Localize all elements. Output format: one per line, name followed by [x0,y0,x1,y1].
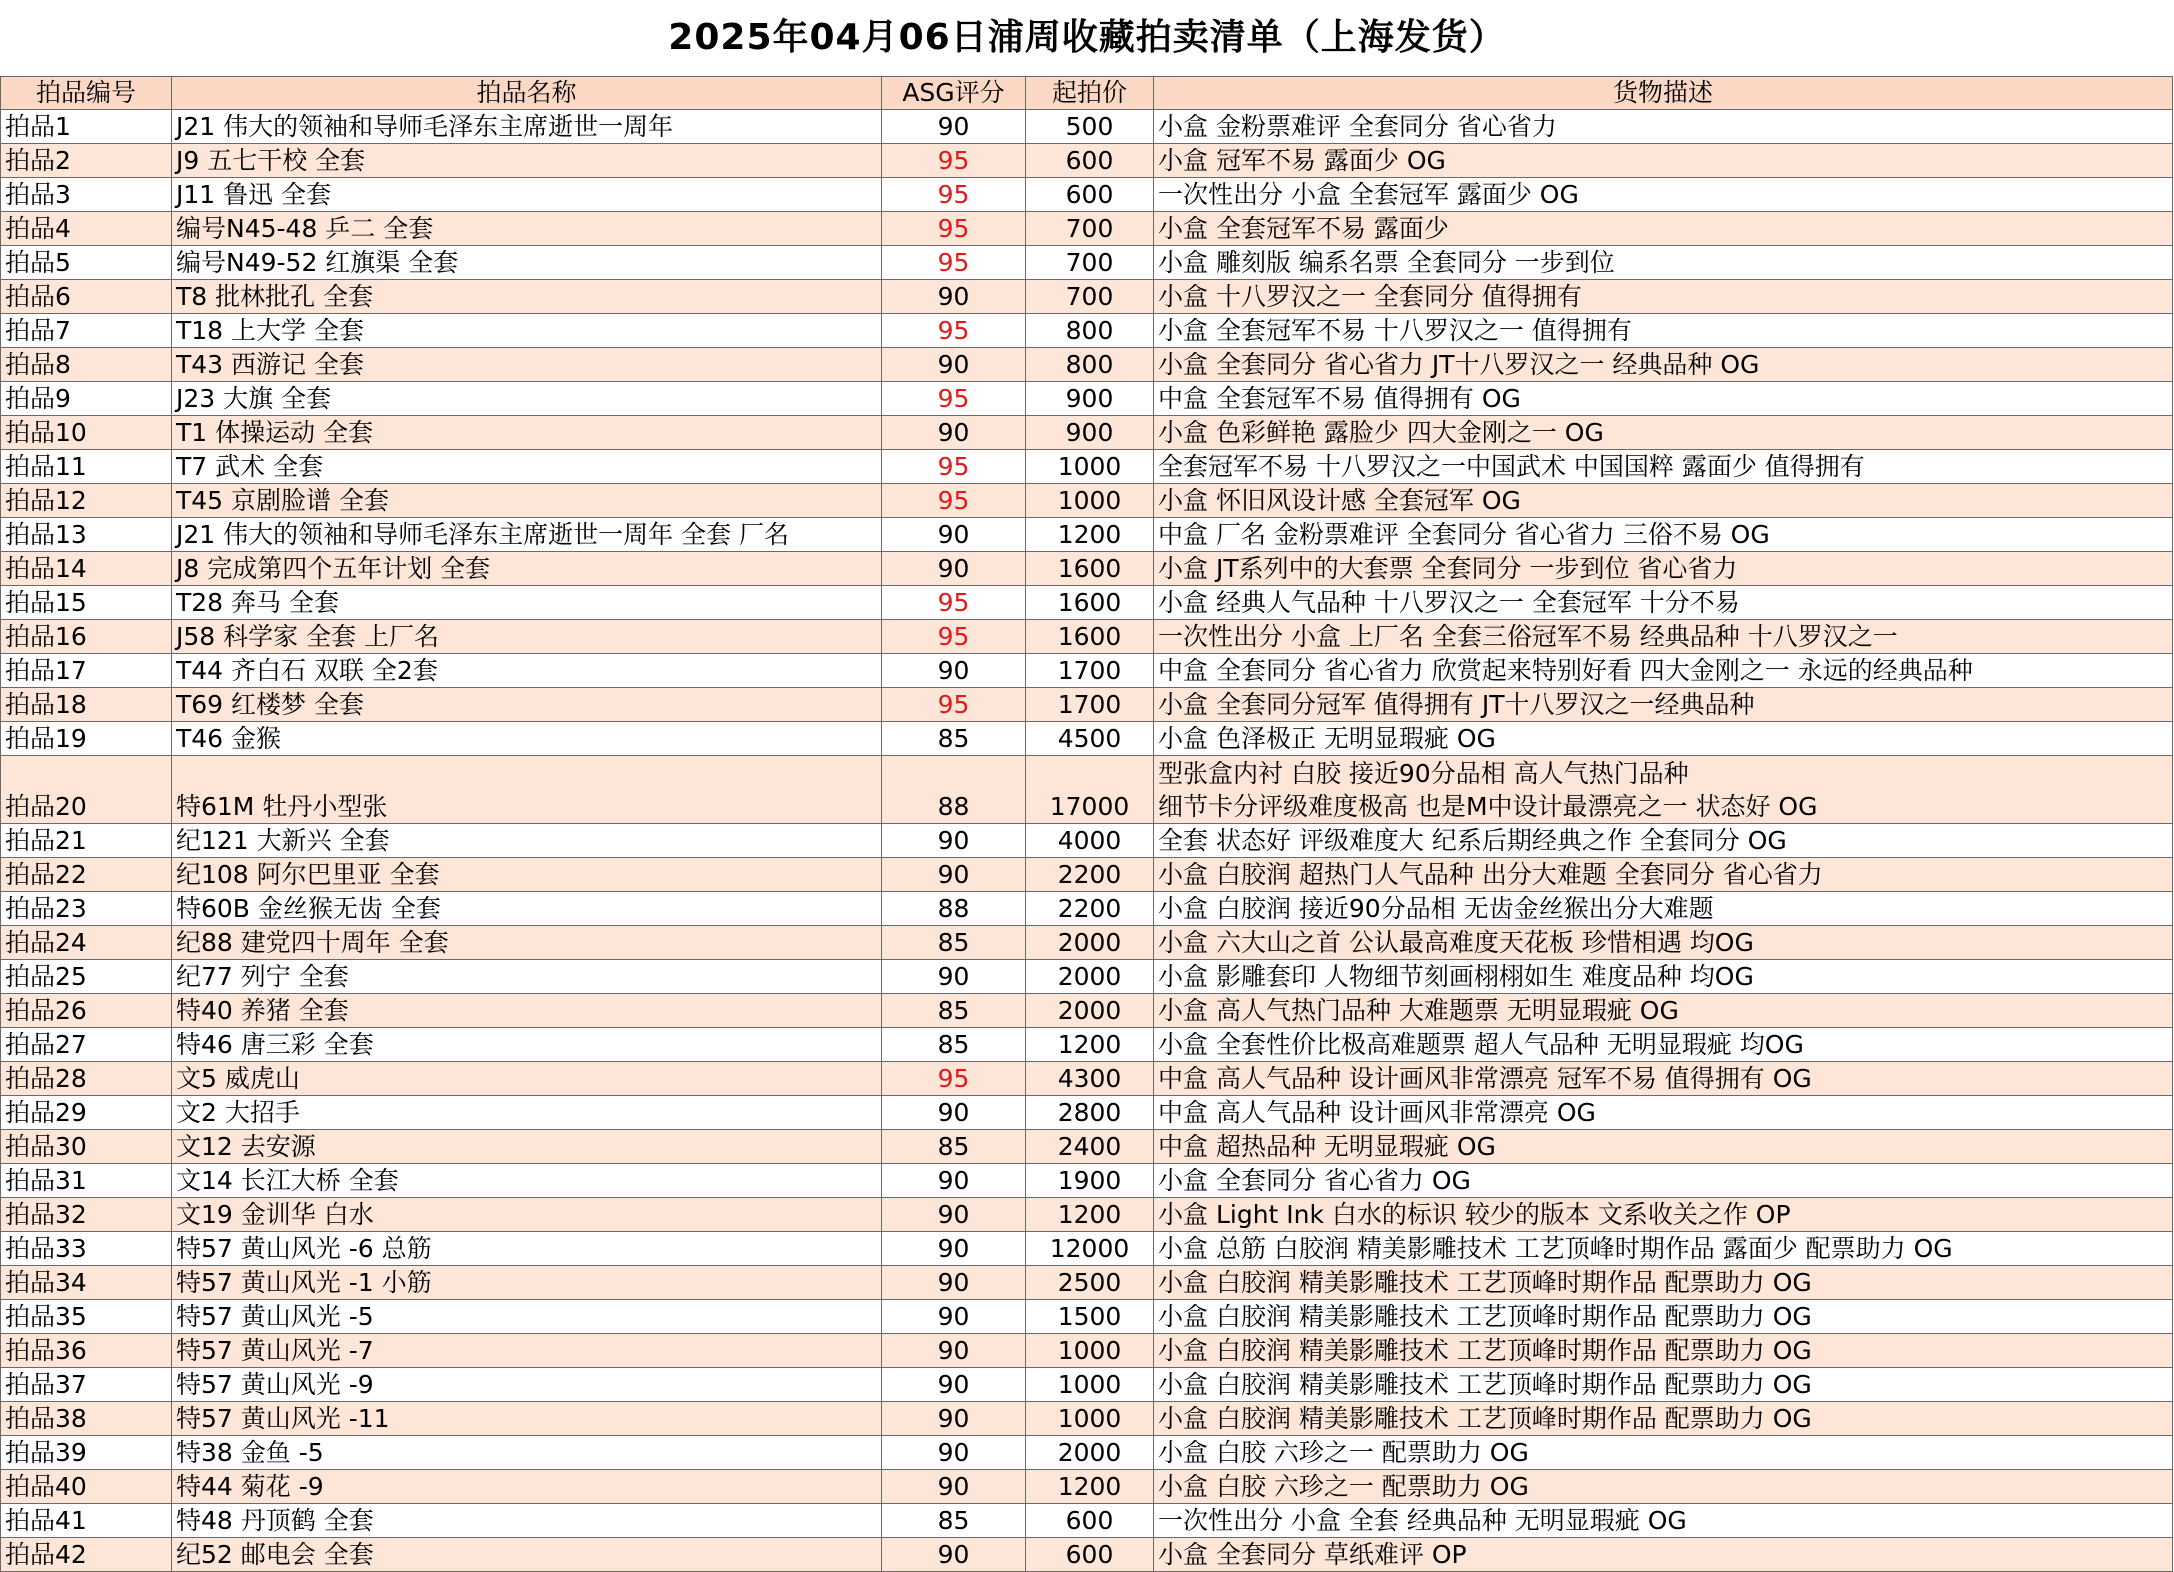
lot-name: T45 京剧脸谱 全套 [172,484,882,518]
lot-description: 小盒 全套冠军不易 十八罗汉之一 值得拥有 [1154,314,2173,348]
start-price: 800 [1026,348,1154,382]
asg-score: 95 [882,688,1026,722]
start-price: 1000 [1026,1402,1154,1436]
start-price: 1200 [1026,518,1154,552]
start-price: 900 [1026,382,1154,416]
lot-name: J21 伟大的领袖和导师毛泽东主席逝世一周年 [172,110,882,144]
asg-score: 95 [882,382,1026,416]
start-price: 2400 [1026,1130,1154,1164]
lot-number: 拍品13 [1,518,172,552]
lot-description: 小盒 十八罗汉之一 全套同分 值得拥有 [1154,280,2173,314]
lot-name: T44 齐白石 双联 全2套 [172,654,882,688]
lot-name: 纪52 邮电会 全套 [172,1538,882,1572]
lot-description: 小盒 雕刻版 编系名票 全套同分 一步到位 [1154,246,2173,280]
start-price: 12000 [1026,1232,1154,1266]
asg-score: 90 [882,1470,1026,1504]
lot-description: 小盒 白胶润 接近90分品相 无齿金丝猴出分大难题 [1154,892,2173,926]
lot-name: J58 科学家 全套 上厂名 [172,620,882,654]
start-price: 2000 [1026,926,1154,960]
lot-description-line-1: 型张盒内衬 白胶 接近90分品相 高人气热门品种 [1158,758,1689,788]
lot-number: 拍品2 [1,144,172,178]
lot-number: 拍品33 [1,1232,172,1266]
lot-name: 纪121 大新兴 全套 [172,824,882,858]
lot-description: 小盒 怀旧风设计感 全套冠军 OG [1154,484,2173,518]
lot-name: 特46 唐三彩 全套 [172,1028,882,1062]
table-row [1,1232,2173,1266]
lot-description: 小盒 冠军不易 露面少 OG [1154,144,2173,178]
lot-number: 拍品27 [1,1028,172,1062]
asg-score: 90 [882,1368,1026,1402]
table-row [1,1028,2173,1062]
lot-description: 一次性出分 小盒 全套冠军 露面少 OG [1154,178,2173,212]
start-price: 1200 [1026,1198,1154,1232]
lot-number: 拍品38 [1,1402,172,1436]
table-row [1,1334,2173,1368]
asg-score: 88 [882,756,1026,824]
lot-number: 拍品26 [1,994,172,1028]
lot-number: 拍品10 [1,416,172,450]
lot-description: 小盒 全套同分 省心省力 JT十八罗汉之一 经典品种 OG [1154,348,2173,382]
start-price: 4500 [1026,722,1154,756]
lot-number: 拍品8 [1,348,172,382]
lot-description: 小盒 白胶润 精美影雕技术 工艺顶峰时期作品 配票助力 OG [1154,1368,2173,1402]
lot-description: 小盒 白胶 六珍之一 配票助力 OG [1154,1470,2173,1504]
lot-number: 拍品18 [1,688,172,722]
lot-description: 小盒 总筋 白胶润 精美影雕技术 工艺顶峰时期作品 露面少 配票助力 OG [1154,1232,2173,1266]
table-row [1,858,2173,892]
lot-number: 拍品37 [1,1368,172,1402]
asg-score: 90 [882,1198,1026,1232]
lot-description: 一次性出分 小盒 上厂名 全套三俗冠军不易 经典品种 十八罗汉之一 [1154,620,2173,654]
auction-table [0,76,2173,1572]
asg-score: 90 [882,280,1026,314]
asg-score: 90 [882,416,1026,450]
table-row [1,1164,2173,1198]
lot-description: 小盒 全套冠军不易 露面少 [1154,212,2173,246]
start-price: 900 [1026,416,1154,450]
start-price: 1600 [1026,586,1154,620]
lot-description: 中盒 厂名 金粉票难评 全套同分 省心省力 三俗不易 OG [1154,518,2173,552]
lot-name: 特48 丹顶鹤 全套 [172,1504,882,1538]
asg-score: 90 [882,1402,1026,1436]
asg-score: 95 [882,1062,1026,1096]
lot-name: 文14 长江大桥 全套 [172,1164,882,1198]
lot-description: 小盒 白胶 六珍之一 配票助力 OG [1154,1436,2173,1470]
lot-description: 小盒 六大山之首 公认最高难度天花板 珍惜相遇 均OG [1154,926,2173,960]
table-row [1,722,2173,756]
table-row [1,688,2173,722]
lot-description: 全套 状态好 评级难度大 纪系后期经典之作 全套同分 OG [1154,824,2173,858]
lot-name: T69 红楼梦 全套 [172,688,882,722]
start-price: 1900 [1026,1164,1154,1198]
start-price: 600 [1026,1538,1154,1572]
asg-score: 88 [882,892,1026,926]
lot-name: T18 上大学 全套 [172,314,882,348]
lot-number: 拍品42 [1,1538,172,1572]
table-row [1,348,2173,382]
table-row [1,1096,2173,1130]
table-row [1,586,2173,620]
start-price: 1000 [1026,484,1154,518]
lot-description: 小盒 Light Ink 白水的标识 较少的版本 文系收关之作 OP [1154,1198,2173,1232]
table-row [1,178,2173,212]
table-body [1,110,2173,1572]
table-row [1,212,2173,246]
lot-name: T8 批林批孔 全套 [172,280,882,314]
lot-number: 拍品30 [1,1130,172,1164]
asg-score: 90 [882,552,1026,586]
asg-score: 90 [882,1266,1026,1300]
table-row [1,1504,2173,1538]
lot-name: 特57 黄山风光 -11 [172,1402,882,1436]
lot-number: 拍品16 [1,620,172,654]
asg-score: 90 [882,1232,1026,1266]
lot-description: 中盒 高人气品种 设计画风非常漂亮 OG [1154,1096,2173,1130]
lot-name: 纪108 阿尔巴里亚 全套 [172,858,882,892]
table-row [1,960,2173,994]
lot-number: 拍品36 [1,1334,172,1368]
header-lot-name: 拍品名称 [172,77,882,110]
header-start-price: 起拍价 [1026,77,1154,110]
lot-description: 小盒 影雕套印 人物细节刻画栩栩如生 难度品种 均OG [1154,960,2173,994]
lot-name: J8 完成第四个五年计划 全套 [172,552,882,586]
lot-number: 拍品29 [1,1096,172,1130]
table-row [1,484,2173,518]
header-lot-number: 拍品编号 [1,77,172,110]
page-title: 2025年04月06日浦周收藏拍卖清单（上海发货） [668,17,1506,58]
lot-name: J9 五七干校 全套 [172,144,882,178]
lot-description: 一次性出分 小盒 全套 经典品种 无明显瑕疵 OG [1154,1504,2173,1538]
lot-number: 拍品11 [1,450,172,484]
table-row [1,1402,2173,1436]
lot-name: T46 金猴 [172,722,882,756]
asg-score: 90 [882,1300,1026,1334]
lot-number: 拍品6 [1,280,172,314]
lot-name: 特38 金鱼 -5 [172,1436,882,1470]
start-price: 17000 [1026,756,1154,824]
asg-score: 90 [882,348,1026,382]
start-price: 1600 [1026,620,1154,654]
lot-description: 小盒 色彩鲜艳 露脸少 四大金刚之一 OG [1154,416,2173,450]
table-row [1,1266,2173,1300]
asg-score: 85 [882,994,1026,1028]
lot-number: 拍品5 [1,246,172,280]
asg-score: 90 [882,824,1026,858]
asg-score: 90 [882,110,1026,144]
lot-name: J23 大旗 全套 [172,382,882,416]
asg-score: 85 [882,1028,1026,1062]
lot-name: 特60B 金丝猴无齿 全套 [172,892,882,926]
lot-name: 特57 黄山风光 -5 [172,1300,882,1334]
lot-number: 拍品34 [1,1266,172,1300]
table-header-row [1,77,2173,110]
lot-name: 特44 菊花 -9 [172,1470,882,1504]
lot-description: 小盒 白胶润 精美影雕技术 工艺顶峰时期作品 配票助力 OG [1154,1402,2173,1436]
start-price: 4300 [1026,1062,1154,1096]
start-price: 2200 [1026,892,1154,926]
lot-description: 小盒 白胶润 精美影雕技术 工艺顶峰时期作品 配票助力 OG [1154,1300,2173,1334]
start-price: 700 [1026,280,1154,314]
start-price: 2500 [1026,1266,1154,1300]
asg-score: 95 [882,484,1026,518]
lot-name: 特57 黄山风光 -7 [172,1334,882,1368]
lot-name: T28 奔马 全套 [172,586,882,620]
lot-number: 拍品9 [1,382,172,416]
lot-number: 拍品25 [1,960,172,994]
asg-score: 85 [882,926,1026,960]
lot-description: 全套冠军不易 十八罗汉之一中国武术 中国国粹 露面少 值得拥有 [1154,450,2173,484]
lot-name: T1 体操运动 全套 [172,416,882,450]
start-price: 2800 [1026,1096,1154,1130]
start-price: 700 [1026,246,1154,280]
start-price: 2000 [1026,1436,1154,1470]
lot-number: 拍品40 [1,1470,172,1504]
table-row [1,654,2173,688]
table-row [1,1130,2173,1164]
lot-name: 编号N49-52 红旗渠 全套 [172,246,882,280]
table-row [1,1198,2173,1232]
table-row [1,994,2173,1028]
lot-name: 文5 威虎山 [172,1062,882,1096]
lot-description: 中盒 全套同分 省心省力 欣赏起来特别好看 四大金刚之一 永远的经典品种 [1154,654,2173,688]
table-row [1,280,2173,314]
lot-name: 文12 去安源 [172,1130,882,1164]
asg-score: 90 [882,960,1026,994]
table-row [1,926,2173,960]
lot-number: 拍品28 [1,1062,172,1096]
asg-score: 90 [882,1538,1026,1572]
lot-description: 小盒 全套同分 省心省力 OG [1154,1164,2173,1198]
lot-description: 小盒 白胶润 精美影雕技术 工艺顶峰时期作品 配票助力 OG [1154,1334,2173,1368]
table-row [1,382,2173,416]
lot-description: 小盒 白胶润 精美影雕技术 工艺顶峰时期作品 配票助力 OG [1154,1266,2173,1300]
asg-score: 95 [882,212,1026,246]
table-row [1,892,2173,926]
start-price: 600 [1026,178,1154,212]
lot-name: 特57 黄山风光 -6 总筋 [172,1232,882,1266]
table-row [1,518,2173,552]
table-row [1,1062,2173,1096]
asg-score: 90 [882,654,1026,688]
start-price: 2000 [1026,960,1154,994]
lot-number: 拍品4 [1,212,172,246]
asg-score: 95 [882,314,1026,348]
lot-description: 小盒 白胶润 超热门人气品种 出分大难题 全套同分 省心省力 [1154,858,2173,892]
lot-description: 小盒 金粉票难评 全套同分 省心省力 [1154,110,2173,144]
lot-number: 拍品22 [1,858,172,892]
lot-name: 特61M 牡丹小型张 [172,756,882,824]
lot-number: 拍品39 [1,1436,172,1470]
lot-number: 拍品21 [1,824,172,858]
lot-number: 拍品24 [1,926,172,960]
lot-description: 中盒 超热品种 无明显瑕疵 OG [1154,1130,2173,1164]
lot-name: T7 武术 全套 [172,450,882,484]
lot-number: 拍品3 [1,178,172,212]
start-price: 1000 [1026,450,1154,484]
start-price: 1500 [1026,1300,1154,1334]
asg-score: 95 [882,246,1026,280]
start-price: 600 [1026,1504,1154,1538]
lot-description: 小盒 经典人气品种 十八罗汉之一 全套冠军 十分不易 [1154,586,2173,620]
lot-description: 中盒 全套冠军不易 值得拥有 OG [1154,382,2173,416]
start-price: 500 [1026,110,1154,144]
lot-name: 特57 黄山风光 -1 小筋 [172,1266,882,1300]
lot-number: 拍品7 [1,314,172,348]
asg-score: 90 [882,1436,1026,1470]
lot-name: 文2 大招手 [172,1096,882,1130]
lot-name: J11 鲁迅 全套 [172,178,882,212]
lot-name: 编号N45-48 乒二 全套 [172,212,882,246]
lot-number: 拍品35 [1,1300,172,1334]
table-row [1,246,2173,280]
lot-name: 纪77 列宁 全套 [172,960,882,994]
lot-name: 特57 黄山风光 -9 [172,1368,882,1402]
header-asg-score: ASG评分 [882,77,1026,110]
asg-score: 90 [882,1164,1026,1198]
asg-score: 90 [882,858,1026,892]
lot-number: 拍品32 [1,1198,172,1232]
lot-description: 小盒 色泽极正 无明显瑕疵 OG [1154,722,2173,756]
table-row [1,1538,2173,1572]
table-row [1,110,2173,144]
asg-score: 90 [882,1334,1026,1368]
asg-score: 85 [882,722,1026,756]
lot-number: 拍品15 [1,586,172,620]
lot-description: 小盒 全套同分 草纸难评 OP [1154,1538,2173,1572]
start-price: 800 [1026,314,1154,348]
lot-name: J21 伟大的领袖和导师毛泽东主席逝世一周年 全套 厂名 [172,518,882,552]
table-row [1,824,2173,858]
lot-description: 中盒 高人气品种 设计画风非常漂亮 冠军不易 值得拥有 OG [1154,1062,2173,1096]
start-price: 2200 [1026,858,1154,892]
lot-number: 拍品12 [1,484,172,518]
start-price: 4000 [1026,824,1154,858]
table-row [1,1300,2173,1334]
start-price: 600 [1026,144,1154,178]
start-price: 1200 [1026,1028,1154,1062]
lot-number: 拍品31 [1,1164,172,1198]
lot-description: 小盒 全套同分冠军 值得拥有 JT十八罗汉之一经典品种 [1154,688,2173,722]
lot-description [1154,756,2173,824]
table-row [1,1470,2173,1504]
asg-score: 95 [882,620,1026,654]
lot-name: T43 西游记 全套 [172,348,882,382]
asg-score: 85 [882,1504,1026,1538]
lot-number: 拍品17 [1,654,172,688]
table-row [1,620,2173,654]
table-row [1,314,2173,348]
start-price: 1600 [1026,552,1154,586]
asg-score: 90 [882,1096,1026,1130]
lot-number: 拍品20 [1,756,172,824]
asg-score: 95 [882,586,1026,620]
asg-score: 95 [882,144,1026,178]
table-row [1,756,2173,824]
asg-score: 90 [882,518,1026,552]
header-description: 货物描述 [1154,77,2173,110]
start-price: 1700 [1026,688,1154,722]
start-price: 2000 [1026,994,1154,1028]
start-price: 1200 [1026,1470,1154,1504]
lot-description: 小盒 全套性价比极高难题票 超人气品种 无明显瑕疵 均OG [1154,1028,2173,1062]
table-row [1,416,2173,450]
table-row [1,1436,2173,1470]
start-price: 1000 [1026,1368,1154,1402]
lot-name: 特40 养猪 全套 [172,994,882,1028]
asg-score: 85 [882,1130,1026,1164]
lot-number: 拍品41 [1,1504,172,1538]
asg-score: 95 [882,450,1026,484]
lot-number: 拍品1 [1,110,172,144]
lot-description: 小盒 高人气热门品种 大难题票 无明显瑕疵 OG [1154,994,2173,1028]
table-row [1,450,2173,484]
lot-number: 拍品19 [1,722,172,756]
start-price: 700 [1026,212,1154,246]
lot-number: 拍品23 [1,892,172,926]
lot-number: 拍品14 [1,552,172,586]
start-price: 1000 [1026,1334,1154,1368]
lot-name: 纪88 建党四十周年 全套 [172,926,882,960]
lot-description: 小盒 JT系列中的大套票 全套同分 一步到位 省心省力 [1154,552,2173,586]
start-price: 1700 [1026,654,1154,688]
table-row [1,1368,2173,1402]
table-row [1,144,2173,178]
asg-score: 95 [882,178,1026,212]
lot-name: 文19 金训华 白水 [172,1198,882,1232]
table-row [1,552,2173,586]
lot-description-line-2: 细节卡分评级难度极高 也是M中设计最漂亮之一 状态好 OG [1158,791,1818,821]
